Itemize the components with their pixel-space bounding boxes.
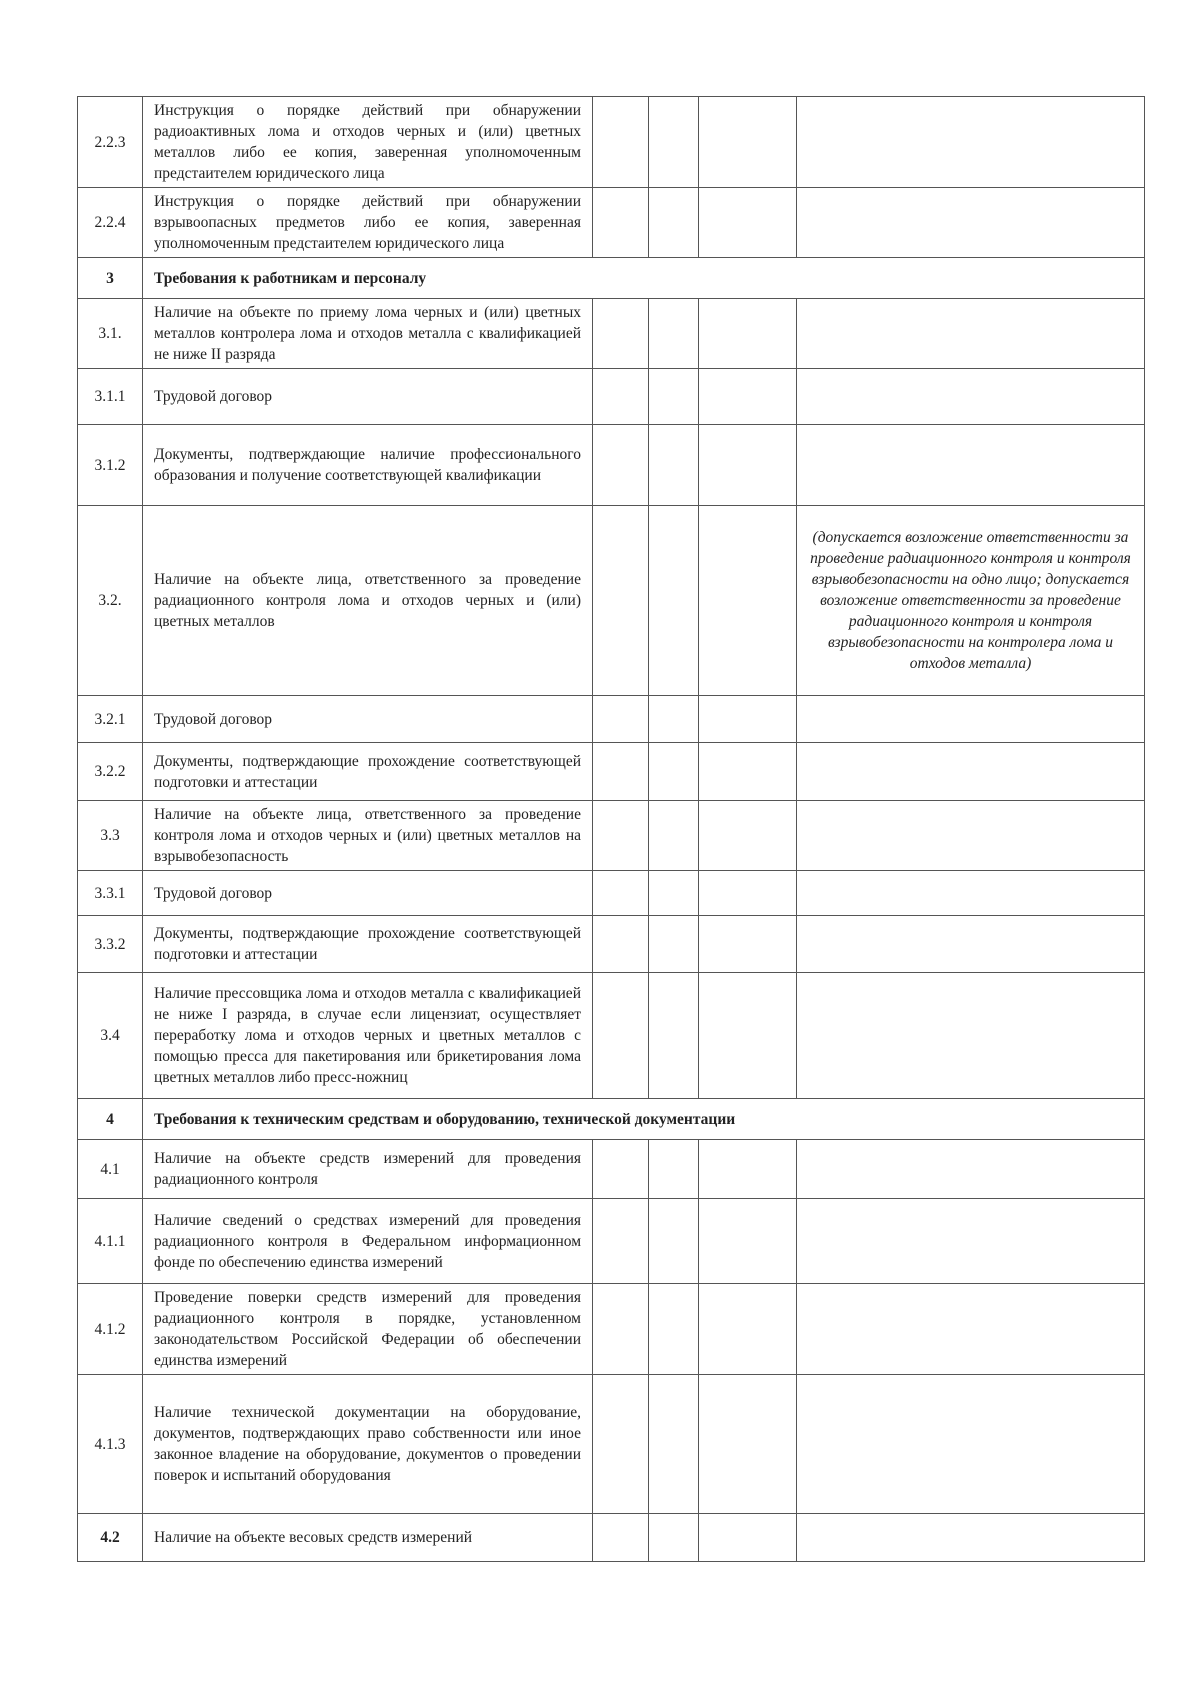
answer-cell-no[interactable] [649,1514,699,1562]
item-number: 3.2.2 [78,743,143,801]
requirement-text: Документы, подтверждающие наличие профессионального образования и получение соответствующей квалификации [143,425,593,506]
section-number: 3 [78,258,143,299]
requirement-text: Наличие технической документации на оборудование, документов, подтверждающих право собственности или иное законное владение на оборудование, документов о проведении поверок и испытаний оборудования [143,1375,593,1514]
answer-cell-yes[interactable] [593,743,649,801]
item-number: 3.1.1 [78,369,143,425]
note-cell[interactable]: (допускается возложение ответственности за проведение радиационного контроля и контроля взрывобезопасности на одно лицо; допускается возложение ответственности за проведение радиационного контроля и контроля взрывобезопасности на контролера лома и отходов металла) [797,506,1145,696]
checklist-row [78,973,1145,1099]
requirement-text: Трудовой договор [143,369,593,425]
item-number: 2.2.3 [78,97,143,188]
checklist-row [78,506,1145,696]
answer-cell-yes[interactable] [593,1375,649,1514]
answer-cell-no[interactable] [649,506,699,696]
note-cell[interactable] [797,97,1145,188]
note-cell[interactable] [797,973,1145,1099]
note-cell[interactable] [797,743,1145,801]
checklist-row [78,97,1145,188]
note-cell[interactable] [797,916,1145,973]
answer-cell-yes[interactable] [593,696,649,743]
answer-cell-no[interactable] [649,743,699,801]
requirement-text: Инструкция о порядке действий при обнаружении радиоактивных лома и отходов черных и (или) цветных металлов либо ее копия, заверенная уполномоченным предстаителем юридического лица [143,97,593,188]
answer-cell-na[interactable] [699,696,797,743]
answer-cell-na[interactable] [699,871,797,916]
checklist-row [78,916,1145,973]
section-row [78,258,1145,299]
checklist-row [78,1375,1145,1514]
item-number: 4.2 [78,1514,143,1562]
answer-cell-na[interactable] [699,1140,797,1199]
item-number: 3.2. [78,506,143,696]
answer-cell-no[interactable] [649,916,699,973]
answer-cell-yes[interactable] [593,506,649,696]
note-cell[interactable] [797,425,1145,506]
answer-cell-no[interactable] [649,801,699,871]
answer-cell-yes[interactable] [593,801,649,871]
answer-cell-na[interactable] [699,916,797,973]
checklist-row [78,743,1145,801]
item-number: 3.3 [78,801,143,871]
checklist-row [78,188,1145,258]
answer-cell-yes[interactable] [593,188,649,258]
checklist-row [78,871,1145,916]
answer-cell-yes[interactable] [593,1284,649,1375]
requirement-text: Наличие сведений о средствах измерений для проведения радиационного контроля в Федеральном информационном фонде по обеспечению единства измерений [143,1199,593,1284]
requirement-text: Наличие на объекте лица, ответственного за проведение контроля лома и отходов черных и (или) цветных металлов на взрывобезопасность [143,801,593,871]
note-cell[interactable] [797,801,1145,871]
item-number: 3.1.2 [78,425,143,506]
answer-cell-no[interactable] [649,1199,699,1284]
answer-cell-yes[interactable] [593,425,649,506]
requirement-text: Наличие на объекте по приему лома черных и (или) цветных металлов контролера лома и отходов металла с квалификацией не ниже II разряда [143,299,593,369]
checklist-row [78,369,1145,425]
answer-cell-yes[interactable] [593,1514,649,1562]
answer-cell-no[interactable] [649,696,699,743]
note-cell[interactable] [797,188,1145,258]
note-cell[interactable] [797,1140,1145,1199]
answer-cell-na[interactable] [699,425,797,506]
answer-cell-no[interactable] [649,973,699,1099]
answer-cell-yes[interactable] [593,97,649,188]
note-cell[interactable] [797,1284,1145,1375]
note-cell[interactable] [797,696,1145,743]
requirement-text: Трудовой договор [143,696,593,743]
answer-cell-no[interactable] [649,299,699,369]
checklist-row [78,1199,1145,1284]
note-cell[interactable] [797,871,1145,916]
answer-cell-na[interactable] [699,801,797,871]
checklist-row [78,299,1145,369]
answer-cell-yes[interactable] [593,973,649,1099]
requirement-text: Наличие на объекте весовых средств измерений [143,1514,593,1562]
answer-cell-na[interactable] [699,973,797,1099]
item-number: 4.1.2 [78,1284,143,1375]
section-number: 4 [78,1099,143,1140]
checklist-row [78,1284,1145,1375]
answer-cell-na[interactable] [699,1375,797,1514]
checklist-row [78,801,1145,871]
item-number: 3.3.2 [78,916,143,973]
item-number: 3.2.1 [78,696,143,743]
answer-cell-na[interactable] [699,506,797,696]
answer-cell-yes[interactable] [593,916,649,973]
note-cell[interactable] [797,1199,1145,1284]
item-number: 2.2.4 [78,188,143,258]
answer-cell-yes[interactable] [593,369,649,425]
answer-cell-no[interactable] [649,97,699,188]
answer-cell-no[interactable] [649,188,699,258]
answer-cell-no[interactable] [649,871,699,916]
note-cell[interactable] [797,369,1145,425]
item-number: 4.1.3 [78,1375,143,1514]
item-number: 4.1.1 [78,1199,143,1284]
requirement-text: Наличие на объекте средств измерений для проведения радиационного контроля [143,1140,593,1199]
requirement-text: Наличие на объекте лица, ответственного за проведение радиационного контроля лома и отходов черных и (или) цветных металлов [143,506,593,696]
note-cell[interactable] [797,1375,1145,1514]
answer-cell-no[interactable] [649,1140,699,1199]
checklist-body [78,97,1145,1562]
section-title: Требования к работникам и персоналу [143,258,1145,299]
requirement-text: Проведение поверки средств измерений для проведения радиационного контроля в порядке, установленном законодательством Российской Федерации об обеспечении единства измерений [143,1284,593,1375]
answer-cell-na[interactable] [699,369,797,425]
note-cell[interactable] [797,1514,1145,1562]
checklist-row [78,696,1145,743]
checklist-row [78,1140,1145,1199]
answer-cell-na[interactable] [699,97,797,188]
answer-cell-yes[interactable] [593,1140,649,1199]
note-cell[interactable] [797,299,1145,369]
answer-cell-na[interactable] [699,1514,797,1562]
item-number: 4.1 [78,1140,143,1199]
requirement-text: Документы, подтверждающие прохождение соответствующей подготовки и аттестации [143,743,593,801]
requirement-text: Инструкция о порядке действий при обнаружении взрывоопасных предметов либо ее копия, заверенная уполномоченным предстаителем юридического лица [143,188,593,258]
answer-cell-na[interactable] [699,1284,797,1375]
requirement-text: Документы, подтверждающие прохождение соответствующей подготовки и аттестации [143,916,593,973]
section-row [78,1099,1145,1140]
item-number: 3.4 [78,973,143,1099]
answer-cell-na[interactable] [699,743,797,801]
item-number: 3.1. [78,299,143,369]
checklist-row [78,425,1145,506]
checklist-row [78,1514,1145,1562]
answer-cell-na[interactable] [699,299,797,369]
answer-cell-no[interactable] [649,369,699,425]
checklist-table [77,96,1145,1562]
requirement-text: Наличие прессовщика лома и отходов металла с квалификацией не ниже I разряда, в случае если лицензиат, осуществляет переработку лома и отходов черных и цветных металлов с помощью пресса для пакетирования или брикетирования лома цветных металлов либо пресс-ножниц [143,973,593,1099]
answer-cell-yes[interactable] [593,299,649,369]
answer-cell-na[interactable] [699,1199,797,1284]
section-title: Требования к техническим средствам и оборудованию, технической документации [143,1099,1145,1140]
answer-cell-no[interactable] [649,425,699,506]
answer-cell-no[interactable] [649,1375,699,1514]
answer-cell-na[interactable] [699,188,797,258]
answer-cell-yes[interactable] [593,871,649,916]
answer-cell-yes[interactable] [593,1199,649,1284]
requirement-text: Трудовой договор [143,871,593,916]
answer-cell-no[interactable] [649,1284,699,1375]
item-number: 3.3.1 [78,871,143,916]
